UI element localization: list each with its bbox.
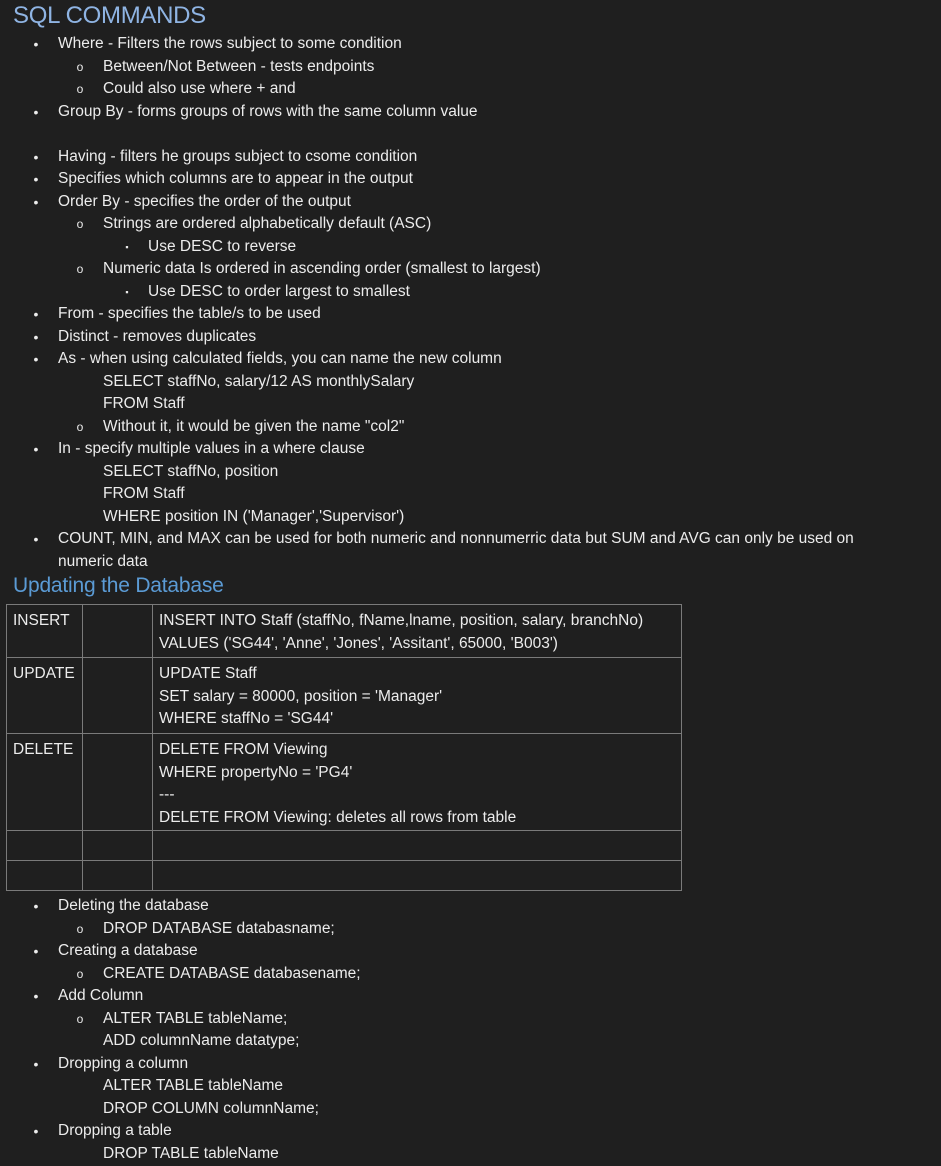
list-item: In - specify multiple values in a where clause	[58, 440, 365, 457]
list-item: COUNT, MIN, and MAX can be used for both numeric and nonnumerric data but SUM and AVG can only be used on	[58, 530, 854, 547]
note-cell	[83, 831, 153, 861]
note-cell	[83, 658, 153, 734]
code-line: DROP TABLE tableName	[103, 1144, 279, 1162]
code-line: FROM Staff	[103, 395, 185, 412]
bullet-circle-icon: o	[76, 59, 84, 74]
list-item: Where - Filters the rows subject to some condition	[58, 35, 402, 52]
list-item: As - when using calculated fields, you can name the new column	[58, 350, 502, 367]
example-cell	[153, 861, 682, 891]
code-line: FROM Staff	[103, 485, 185, 502]
list-item: DROP DATABASE databasname;	[103, 919, 335, 937]
bullet-disc-icon: •	[33, 943, 39, 959]
sql-line: INSERT INTO Staff (staffNo, fName,lname, position, salary, branchNo)	[159, 612, 644, 629]
bullet-disc-icon: •	[33, 531, 39, 547]
list-item: CREATE DATABASE databasename;	[103, 964, 361, 982]
sql-line: VALUES ('SG44', 'Anne', 'Jones', 'Assitant', 65000, 'B003')	[159, 634, 558, 652]
bullet-disc-icon: •	[33, 351, 39, 367]
list-item: Dropping a table	[58, 1122, 172, 1139]
list-item: Order By - specifies the order of the output	[58, 192, 351, 210]
list-item: Having - filters he groups subject to csome condition	[58, 147, 418, 165]
command-cell: INSERT	[7, 605, 83, 658]
list-item: Strings are ordered alphabetically default (ASC)	[103, 215, 432, 232]
sql-line: UPDATE Staff	[159, 665, 257, 682]
table-row	[7, 831, 682, 861]
example-cell	[153, 831, 682, 861]
list-item: Numeric data Is ordered in ascending order (smallest to largest)	[103, 260, 541, 277]
sql-line: WHERE staffNo = 'SG44'	[159, 710, 334, 727]
example-cell	[153, 734, 682, 831]
code-line: ADD columnName datatype;	[103, 1032, 300, 1049]
sql-line: DELETE FROM Viewing	[159, 741, 328, 758]
bullet-circle-icon: o	[76, 217, 84, 231]
bullet-disc-icon: •	[33, 171, 39, 187]
list-item: Specifies which columns are to appear in the output	[58, 170, 413, 187]
bullet-circle-icon: o	[76, 82, 84, 96]
update-commands-table	[6, 604, 682, 891]
sql-line: DELETE FROM Viewing: deletes all rows from table	[159, 808, 517, 826]
bullet-disc-icon: •	[33, 36, 39, 52]
list-item: Deleting the database	[58, 897, 209, 914]
list-item: Creating a database	[58, 942, 198, 959]
note-cell	[83, 605, 153, 658]
bullet-disc-icon: •	[33, 1055, 39, 1072]
page-title: SQL COMMANDS	[13, 2, 206, 29]
command-cell	[7, 861, 83, 891]
bullet-disc-icon: •	[33, 988, 39, 1004]
bullet-circle-icon: o	[76, 921, 84, 936]
code-line: SELECT staffNo, salary/12 AS monthlySalary	[103, 372, 415, 390]
table-row	[7, 658, 682, 734]
list-item: Distinct - removes duplicates	[58, 327, 257, 345]
bullet-square-icon: ▪	[125, 286, 129, 297]
bullet-circle-icon: o	[76, 419, 84, 434]
command-cell	[7, 831, 83, 861]
bullet-circle-icon: o	[76, 1011, 84, 1026]
table-row	[7, 734, 682, 831]
list-item: Between/Not Between - tests endpoints	[103, 57, 375, 75]
command-cell: DELETE	[7, 734, 83, 831]
list-item: Dropping a column	[58, 1054, 189, 1072]
example-cell	[153, 658, 682, 734]
note-cell	[83, 734, 153, 831]
list-item: Use DESC to reverse	[148, 237, 297, 255]
code-line: DROP COLUMN columnName;	[103, 1099, 319, 1117]
list-item: Group By - forms groups of rows with the same column value	[58, 102, 478, 120]
bullet-disc-icon: •	[33, 898, 39, 914]
command-cell: UPDATE	[7, 658, 83, 734]
list-item: Without it, it would be given the name "col2"	[103, 417, 405, 435]
bullet-disc-icon: •	[33, 328, 39, 345]
bullet-circle-icon: o	[76, 966, 84, 981]
list-item: From - specifies the table/s to be used	[58, 305, 321, 322]
sql-line: ---	[159, 786, 175, 803]
code-line: WHERE position IN ('Manager','Supervisor')	[103, 507, 405, 525]
bullet-disc-icon: •	[33, 1123, 39, 1139]
table-row	[7, 605, 682, 658]
section-heading-updating: Updating the Database	[13, 574, 224, 597]
example-cell	[153, 605, 682, 658]
list-item: Use DESC to order largest to smallest	[148, 282, 410, 300]
list-item: Add Column	[58, 987, 144, 1004]
bullet-disc-icon: •	[33, 441, 39, 457]
code-line: numeric data	[58, 552, 148, 570]
bullet-circle-icon: o	[76, 262, 84, 276]
bullet-disc-icon: •	[33, 103, 39, 120]
bullet-disc-icon: •	[33, 193, 39, 210]
bullet-square-icon: ▪	[125, 241, 129, 252]
bullet-disc-icon: •	[33, 306, 39, 322]
code-line: ALTER TABLE tableName	[103, 1077, 284, 1094]
bullet-disc-icon: •	[33, 148, 39, 165]
list-item: Could also use where + and	[103, 80, 296, 97]
sql-line: WHERE propertyNo = 'PG4'	[159, 763, 353, 781]
table-row	[7, 861, 682, 891]
note-cell	[83, 861, 153, 891]
list-item: ALTER TABLE tableName;	[103, 1009, 288, 1027]
code-line: SELECT staffNo, position	[103, 462, 279, 480]
sql-line: SET salary = 80000, position = 'Manager'	[159, 687, 443, 705]
